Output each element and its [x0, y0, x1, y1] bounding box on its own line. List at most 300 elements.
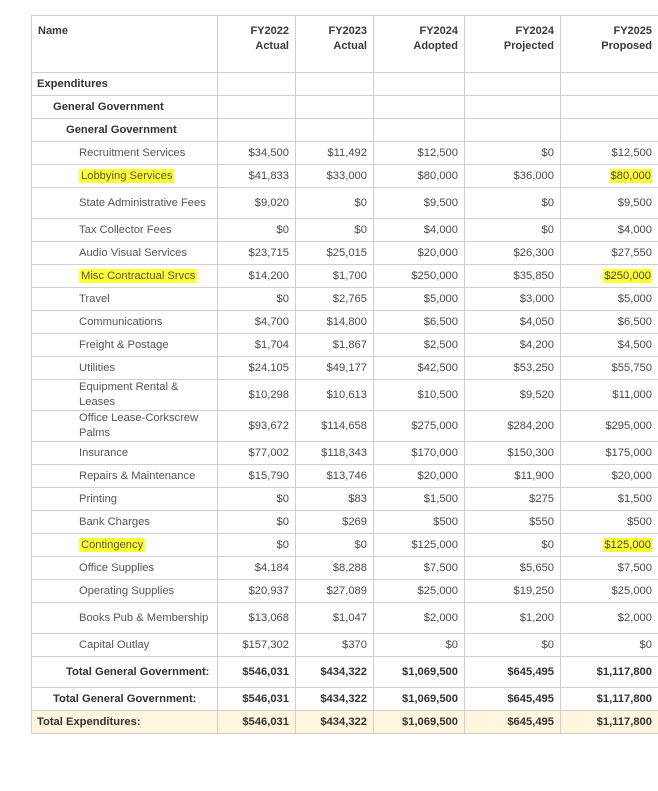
section-label: General Government: [32, 119, 218, 142]
amount-cell: [218, 442, 296, 465]
table-row: [32, 488, 658, 511]
amount-value: $8,288: [332, 562, 367, 574]
amount-value: $0: [354, 197, 367, 209]
amount-value: $13,746: [326, 470, 367, 482]
amount-cell: [465, 311, 561, 334]
amount-cell: [465, 380, 561, 411]
amount-cell: [465, 242, 561, 265]
amount-cell: [296, 557, 374, 580]
amount-value: $5,000: [423, 293, 458, 305]
amount-cell: [218, 465, 296, 488]
grand-total-row: [32, 711, 658, 734]
section-label: Expenditures: [32, 73, 218, 96]
amount-value: $10,613: [326, 389, 367, 401]
line-item-text: Operating Supplies: [79, 584, 175, 597]
amount-value: $2,000: [423, 612, 458, 624]
amount-cell: [218, 557, 296, 580]
amount-value: $284,200: [507, 420, 554, 432]
section-label: General Government: [32, 96, 218, 119]
line-item-text: Equipment Rental & Leases: [79, 381, 179, 408]
total-amount: $645,495: [465, 711, 561, 734]
amount-cell: [374, 634, 465, 657]
amount-cell: [296, 334, 374, 357]
table-row: [32, 634, 658, 657]
line-item-label: [32, 311, 218, 334]
table-row: [32, 511, 658, 534]
amount-value: $27,550: [611, 247, 652, 259]
amount-cell: [374, 188, 465, 219]
empty-cell: [374, 73, 465, 96]
amount-value: $2,765: [332, 293, 367, 305]
amount-cell: [561, 357, 658, 380]
amount-value: $0: [276, 493, 289, 505]
amount-value: $0: [276, 224, 289, 236]
amount-cell: [465, 511, 561, 534]
amount-value: $11,000: [612, 389, 652, 401]
line-item-label: [32, 511, 218, 534]
amount-cell: [374, 142, 465, 165]
amount-cell: [561, 557, 658, 580]
amount-cell: [218, 580, 296, 603]
line-item-text: Audio Visual Services: [79, 246, 187, 259]
amount-cell: [374, 334, 465, 357]
amount-value: $2,000: [617, 612, 652, 624]
amount-cell: [296, 603, 374, 634]
line-item-text: Freight & Postage: [79, 338, 169, 351]
amount-value: $295,000: [605, 420, 652, 432]
column-header-type: Actual: [333, 40, 367, 52]
amount-value: $12,500: [611, 147, 652, 159]
amount-value: $4,050: [519, 316, 554, 328]
amount-value: $0: [541, 539, 554, 551]
total-amount: $546,031: [218, 657, 296, 688]
amount-value: $1,500: [617, 493, 652, 505]
amount-value: $14,800: [326, 316, 367, 328]
amount-cell: [218, 603, 296, 634]
amount-value: $10,500: [417, 389, 458, 401]
total-label: Total Expenditures:: [32, 711, 218, 734]
total-amount: $1,117,800: [561, 688, 658, 711]
amount-cell: [465, 142, 561, 165]
total-amount: $1,117,800: [561, 657, 658, 688]
amount-value: $2,500: [423, 339, 458, 351]
amount-cell: [374, 603, 465, 634]
amount-value: $1,200: [519, 612, 554, 624]
line-item-text: Lobbying Services: [81, 169, 173, 182]
amount-value: $33,000: [326, 170, 367, 182]
amount-value: $5,650: [519, 562, 554, 574]
column-header-year: FY2023: [328, 25, 367, 37]
amount-value: $20,000: [417, 470, 458, 482]
amount-value: $269: [342, 516, 367, 528]
line-item-text: Capital Outlay: [79, 638, 150, 651]
amount-value: $77,002: [248, 447, 289, 459]
column-header-fy2024-projected: [465, 16, 561, 73]
amount-value: $6,500: [423, 316, 458, 328]
amount-cell: [218, 511, 296, 534]
amount-value: $0: [354, 224, 367, 236]
amount-value: $27,089: [326, 585, 367, 597]
amount-value: $9,020: [254, 197, 289, 209]
amount-value: $4,184: [254, 562, 289, 574]
amount-cell: [374, 465, 465, 488]
amount-value: $5,000: [617, 293, 652, 305]
amount-cell: [296, 488, 374, 511]
section-row: [32, 73, 658, 96]
total-amount: $1,069,500: [374, 657, 465, 688]
amount-cell: [561, 311, 658, 334]
amount-value: $275: [529, 493, 554, 505]
amount-cell: [218, 634, 296, 657]
line-item-text: Travel: [79, 292, 110, 305]
line-item-label: [32, 219, 218, 242]
amount-cell: [296, 634, 374, 657]
amount-value: $23,715: [248, 247, 289, 259]
amount-value: $4,000: [423, 224, 458, 236]
table-row: [32, 334, 658, 357]
total-amount: $1,069,500: [374, 688, 465, 711]
line-item-text: State Administrative Fees: [79, 196, 206, 209]
amount-value: $275,000: [411, 420, 458, 432]
line-item-label: [32, 442, 218, 465]
amount-cell: [218, 288, 296, 311]
budget-table-container: [31, 15, 658, 734]
amount-cell: [296, 142, 374, 165]
amount-cell: [296, 411, 374, 442]
table-row: [32, 411, 658, 442]
amount-cell: [561, 165, 658, 188]
amount-cell: [561, 580, 658, 603]
table-row: [32, 380, 658, 411]
amount-cell: [465, 557, 561, 580]
line-item-label: [32, 580, 218, 603]
amount-cell: [218, 311, 296, 334]
amount-cell: [374, 511, 465, 534]
amount-value: $25,000: [417, 585, 458, 597]
amount-cell: [296, 219, 374, 242]
amount-cell: [465, 219, 561, 242]
line-item-text: Printing: [79, 492, 117, 505]
column-header-type: Projected: [503, 40, 554, 52]
amount-cell: [561, 603, 658, 634]
amount-value: $12,500: [417, 147, 458, 159]
amount-cell: [374, 165, 465, 188]
amount-value: $550: [529, 516, 554, 528]
total-label: Total General Government:: [32, 657, 218, 688]
table-row: [32, 465, 658, 488]
amount-cell: [296, 311, 374, 334]
amount-cell: [465, 188, 561, 219]
amount-value: $9,500: [423, 197, 458, 209]
amount-cell: [561, 634, 658, 657]
column-header-year: FY2025: [613, 25, 652, 37]
amount-cell: [218, 357, 296, 380]
amount-value: $1,700: [332, 270, 367, 282]
amount-value: $24,105: [248, 362, 289, 374]
line-item-label: [32, 188, 218, 219]
amount-cell: [374, 265, 465, 288]
amount-value: $150,300: [507, 447, 554, 459]
amount-cell: [374, 357, 465, 380]
amount-value: $6,500: [617, 316, 652, 328]
amount-value: $93,672: [248, 420, 289, 432]
line-item-label: [32, 634, 218, 657]
amount-value: $10,298: [248, 389, 289, 401]
amount-cell: [296, 465, 374, 488]
column-header-year: FY2024: [515, 25, 554, 37]
amount-value: $250,000: [411, 270, 458, 282]
amount-cell: [218, 334, 296, 357]
amount-cell: [374, 488, 465, 511]
total-amount: $434,322: [296, 657, 374, 688]
amount-cell: [374, 442, 465, 465]
amount-value: $500: [627, 516, 652, 528]
amount-cell: [374, 311, 465, 334]
amount-cell: [465, 411, 561, 442]
amount-value: $370: [342, 639, 367, 651]
table-row: [32, 265, 658, 288]
column-header-fy2025: [561, 16, 658, 73]
line-item-label: [32, 488, 218, 511]
line-item-label: [32, 603, 218, 634]
empty-cell: [374, 119, 465, 142]
empty-cell: [561, 96, 658, 119]
amount-value: $118,343: [321, 447, 367, 459]
column-header-name: Name: [32, 16, 218, 73]
line-item-label: [32, 334, 218, 357]
amount-value: $14,200: [248, 270, 289, 282]
line-item-text: Insurance: [79, 446, 129, 459]
amount-cell: [218, 188, 296, 219]
line-item-label: [32, 242, 218, 265]
total-amount: $546,031: [218, 711, 296, 734]
amount-cell: [296, 357, 374, 380]
line-item-text: Tax Collector Fees: [79, 223, 172, 236]
amount-value: $20,937: [248, 585, 289, 597]
table-row: [32, 242, 658, 265]
amount-cell: [218, 380, 296, 411]
amount-value: $0: [276, 539, 289, 551]
line-item-label: [32, 380, 218, 411]
amount-value: $35,850: [513, 270, 554, 282]
total-amount: $645,495: [465, 657, 561, 688]
line-item-text: Office Lease-Corkscrew Palms: [79, 412, 199, 439]
line-item-text: Recruitment Services: [79, 146, 186, 159]
amount-cell: [218, 219, 296, 242]
line-item-label: [32, 534, 218, 557]
amount-cell: [465, 580, 561, 603]
line-item-label: [32, 165, 218, 188]
amount-cell: [296, 380, 374, 411]
amount-value: $26,300: [513, 247, 554, 259]
amount-value: $0: [639, 639, 652, 651]
amount-cell: [218, 242, 296, 265]
amount-cell: [374, 380, 465, 411]
empty-cell: [561, 73, 658, 96]
amount-cell: [561, 265, 658, 288]
amount-value: $4,000: [617, 224, 652, 236]
amount-value: $170,000: [411, 447, 458, 459]
amount-cell: [561, 465, 658, 488]
amount-cell: [296, 288, 374, 311]
total-amount: $546,031: [218, 688, 296, 711]
amount-cell: [374, 411, 465, 442]
amount-value: $11,900: [514, 470, 554, 482]
line-item-text: Misc Contractual Srvcs: [81, 269, 196, 282]
empty-cell: [218, 119, 296, 142]
amount-cell: [374, 219, 465, 242]
amount-cell: [296, 188, 374, 219]
line-item-text: Bank Charges: [79, 515, 150, 528]
amount-cell: [561, 534, 658, 557]
amount-cell: [465, 488, 561, 511]
amount-cell: [218, 165, 296, 188]
amount-cell: [296, 265, 374, 288]
line-item-label: [32, 357, 218, 380]
total-amount: $434,322: [296, 688, 374, 711]
column-header-fy2024-adopted: [374, 16, 465, 73]
empty-cell: [465, 73, 561, 96]
amount-cell: [218, 411, 296, 442]
table-row: [32, 165, 658, 188]
amount-cell: [296, 580, 374, 603]
amount-value: $49,177: [326, 362, 367, 374]
section-row: [32, 96, 658, 119]
empty-cell: [465, 96, 561, 119]
amount-value: $55,750: [611, 362, 652, 374]
amount-value: $125,000: [604, 539, 651, 551]
amount-cell: [374, 580, 465, 603]
amount-cell: [465, 465, 561, 488]
amount-value: $9,500: [617, 197, 652, 209]
amount-cell: [465, 265, 561, 288]
amount-cell: [465, 357, 561, 380]
amount-value: $250,000: [604, 270, 651, 282]
amount-value: $1,704: [254, 339, 289, 351]
amount-value: $42,500: [417, 362, 458, 374]
line-item-label: [32, 288, 218, 311]
amount-cell: [374, 288, 465, 311]
total-row: [32, 657, 658, 688]
amount-value: $4,500: [617, 339, 652, 351]
line-item-label: [32, 557, 218, 580]
table-row: [32, 219, 658, 242]
amount-value: $25,000: [611, 585, 652, 597]
amount-cell: [561, 442, 658, 465]
header-row: [32, 16, 658, 73]
amount-value: $0: [541, 639, 554, 651]
amount-cell: [374, 242, 465, 265]
line-item-text: Contingency: [81, 538, 144, 551]
amount-cell: [561, 288, 658, 311]
amount-value: $11,492: [327, 147, 367, 159]
amount-value: $0: [276, 293, 289, 305]
line-item-text: Utilities: [79, 361, 116, 374]
amount-value: $125,000: [411, 539, 458, 551]
amount-cell: [374, 557, 465, 580]
column-header-type: Actual: [255, 40, 289, 52]
column-header-year: FY2022: [250, 25, 289, 37]
line-item-label: [32, 142, 218, 165]
amount-value: $0: [541, 147, 554, 159]
amount-value: $7,500: [617, 562, 652, 574]
amount-cell: [465, 603, 561, 634]
amount-value: $0: [354, 539, 367, 551]
amount-value: $80,000: [610, 170, 651, 182]
amount-value: $80,000: [417, 170, 458, 182]
amount-cell: [561, 219, 658, 242]
amount-value: $25,015: [326, 247, 367, 259]
table-row: [32, 357, 658, 380]
amount-cell: [296, 511, 374, 534]
empty-cell: [465, 119, 561, 142]
amount-cell: [218, 265, 296, 288]
total-amount: $1,117,800: [561, 711, 658, 734]
empty-cell: [218, 73, 296, 96]
column-header-type: Proposed: [601, 40, 652, 52]
amount-cell: [465, 165, 561, 188]
table-row: [32, 557, 658, 580]
amount-cell: [561, 242, 658, 265]
total-row: [32, 688, 658, 711]
amount-cell: [218, 142, 296, 165]
amount-value: $0: [541, 197, 554, 209]
amount-cell: [296, 442, 374, 465]
amount-value: $15,790: [248, 470, 289, 482]
amount-cell: [465, 334, 561, 357]
amount-cell: [561, 188, 658, 219]
amount-cell: [561, 411, 658, 442]
amount-value: $13,068: [248, 612, 289, 624]
amount-value: $83: [348, 493, 367, 505]
amount-value: $1,867: [332, 339, 367, 351]
amount-value: $3,000: [519, 293, 554, 305]
section-row: [32, 119, 658, 142]
line-item-label: [32, 411, 218, 442]
column-header-fy2023: [296, 16, 374, 73]
line-item-text: Office Supplies: [79, 561, 155, 574]
amount-value: $4,700: [254, 316, 289, 328]
line-item-text: Repairs & Maintenance: [79, 469, 196, 482]
line-item-label: [32, 265, 218, 288]
empty-cell: [296, 96, 374, 119]
total-amount: $434,322: [296, 711, 374, 734]
amount-cell: [465, 288, 561, 311]
amount-cell: [561, 380, 658, 411]
column-header-year: FY2024: [419, 25, 458, 37]
total-amount: $1,069,500: [374, 711, 465, 734]
amount-value: $175,000: [605, 447, 652, 459]
amount-cell: [296, 165, 374, 188]
total-label: Total General Government:: [32, 688, 218, 711]
amount-value: $53,250: [513, 362, 554, 374]
amount-value: $34,500: [248, 147, 289, 159]
amount-value: $0: [276, 516, 289, 528]
amount-value: $41,833: [248, 170, 289, 182]
amount-value: $20,000: [417, 247, 458, 259]
amount-value: $9,520: [519, 389, 554, 401]
table-row: [32, 142, 658, 165]
table-row: [32, 288, 658, 311]
empty-cell: [296, 73, 374, 96]
amount-cell: [561, 511, 658, 534]
amount-value: $7,500: [423, 562, 458, 574]
table-row: [32, 603, 658, 634]
empty-cell: [374, 96, 465, 119]
expenditures-table: [31, 15, 658, 734]
amount-cell: [465, 442, 561, 465]
amount-value: $114,658: [321, 420, 367, 432]
